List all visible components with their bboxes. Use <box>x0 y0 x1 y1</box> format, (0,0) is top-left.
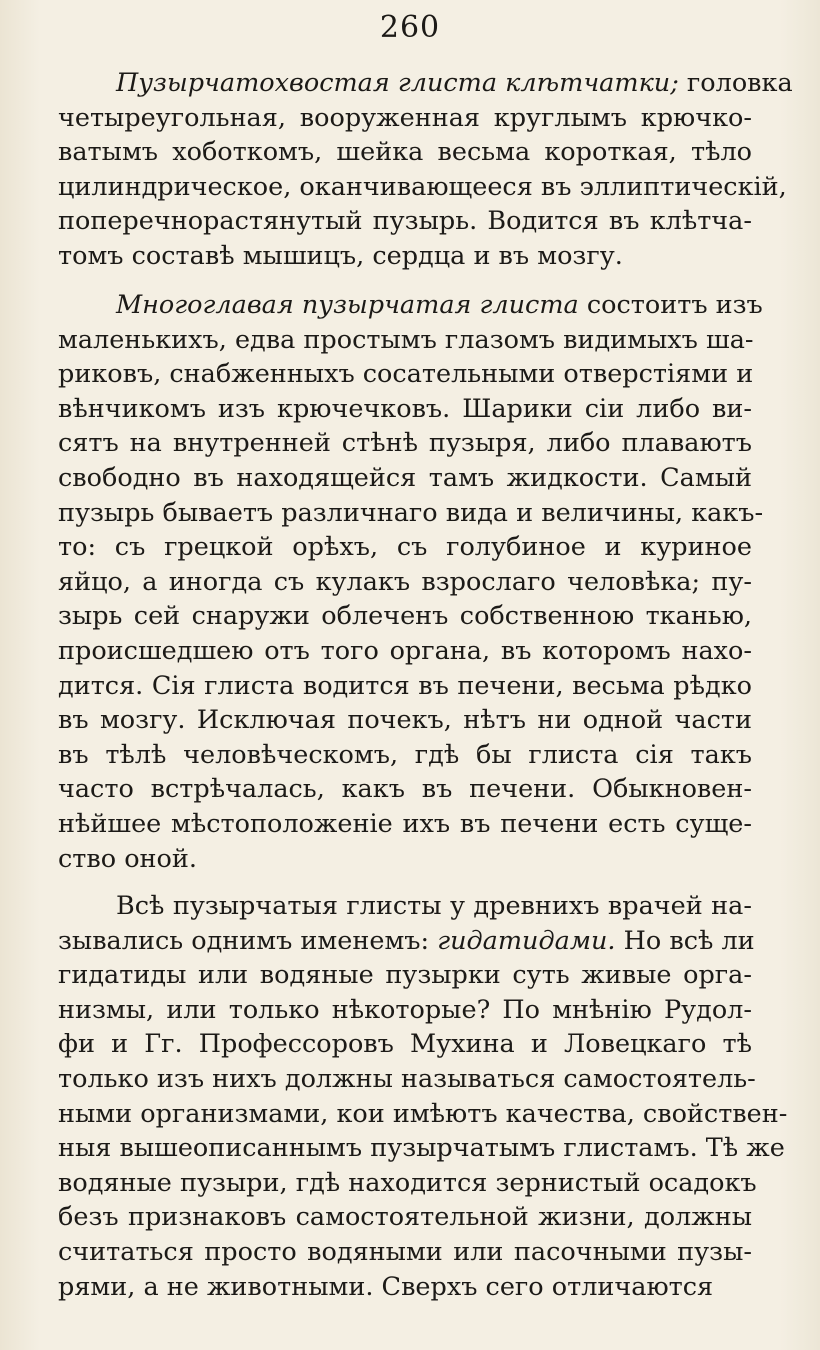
text-run: четыреугольная, вооруженная круглымъ крючко- <box>58 102 752 133</box>
text-run: ныя вышеописаннымъ пузырчатымъ глистамъ. Тѣ же <box>58 1133 785 1164</box>
text-run: водяные пузыри, гдѣ находится зернистый осадокъ <box>58 1167 757 1198</box>
text-line <box>58 357 752 392</box>
text-run: дится. Сія глиста водится въ печени, весьма рѣдко <box>58 670 752 701</box>
text-line <box>58 842 752 877</box>
text-run: часто встрѣчалась, какъ въ печени. Обыкновен- <box>58 774 752 805</box>
text-line <box>58 323 752 358</box>
text-line <box>58 288 763 323</box>
text-line <box>58 889 752 924</box>
text-run: происшедшею отъ того органа, въ которомъ нахо- <box>58 635 752 666</box>
text-line <box>58 1027 752 1062</box>
page-number: 260 <box>379 10 441 45</box>
italic-term: гидатидами. <box>437 925 616 956</box>
text-run: вѣнчикомъ изъ крючечковъ. Шарики сіи либо ви- <box>58 393 752 424</box>
text-line <box>58 101 752 136</box>
text-run: ватымъ хоботкомъ, шейка весьма короткая, тѣло <box>58 137 752 168</box>
text-line <box>58 599 752 634</box>
text-line <box>58 772 752 807</box>
text-line <box>58 426 752 461</box>
text-run: безъ признаковъ самостоятельной жизни, должны <box>58 1202 752 1233</box>
text-line <box>58 924 755 959</box>
text-run: свободно въ находящейся тамъ жидкости. Самый <box>58 462 752 493</box>
text-line <box>58 958 752 993</box>
text-run: въ тѣлѣ человѣческомъ, гдѣ бы глиста сія такъ <box>58 739 752 770</box>
text-line <box>58 669 752 704</box>
text-run: риковъ, снабженныхъ сосательными отверстіями и <box>58 359 754 390</box>
text-run: гидатиды или водяные пузырки суть живые орга- <box>58 960 752 991</box>
text-line <box>58 170 787 205</box>
text-run: пузырь бываетъ различнаго вида и величины, какъ- <box>58 497 764 528</box>
text-line <box>58 496 764 531</box>
text-line <box>58 530 752 565</box>
text-line <box>58 461 752 496</box>
text-run: поперечнорастянутый пузырь. Водится въ клѣтча- <box>58 206 752 237</box>
text-run: рями, а не животными. Сверхъ сего отличаются <box>58 1271 714 1302</box>
text-line <box>58 135 752 170</box>
text-line <box>58 565 752 600</box>
text-run: цилиндрическое, оканчивающееся въ эллиптическій, <box>58 171 787 202</box>
text-run: въ мозгу. Исключая почекъ, нѣтъ ни одной части <box>58 705 752 736</box>
text-run: зывались однимъ именемъ: <box>58 925 438 956</box>
text-run: то: съ грецкой орѣхъ, съ голубиное и куриное <box>58 532 752 563</box>
italic-term: Многоглавая пузырчатая глиста <box>116 290 579 320</box>
text-line <box>58 1131 785 1166</box>
text-line <box>58 392 752 427</box>
text-run: только изъ нихъ должны называться самостоятель- <box>58 1063 756 1094</box>
text-line <box>58 993 752 1028</box>
text-line <box>58 1097 788 1132</box>
text-run: считаться просто водяными или пасочными пузы- <box>58 1236 752 1267</box>
text-run: ство оной. <box>58 843 198 874</box>
text-line <box>58 1200 752 1235</box>
text-run: низмы, или только нѣкоторые? По мнѣнію Рудол- <box>58 994 752 1025</box>
text-run: Но всѣ ли <box>615 925 755 956</box>
text-run: зырь сей снаружи облеченъ собственною тканью, <box>58 601 752 632</box>
text-line <box>58 66 793 101</box>
text-run: яйцо, а иногда съ кулакъ взрослаго человѣка; пу- <box>58 566 752 597</box>
text-line <box>58 738 752 773</box>
text-line <box>58 703 752 738</box>
italic-term: Пузырчатохвостая глиста клѣтчатки; <box>116 68 679 98</box>
text-line <box>58 1062 756 1097</box>
text-run: Всѣ пузырчатыя глисты у древнихъ врачей на- <box>116 891 752 921</box>
text-line <box>58 1166 757 1201</box>
text-line <box>58 634 752 669</box>
text-line <box>58 807 752 842</box>
paragraph-2 <box>58 288 764 876</box>
text-run: маленькихъ, едва простымъ глазомъ видимыхъ ша- <box>58 324 754 355</box>
text-line <box>58 1270 752 1305</box>
text-run: нѣйшее мѣстоположеніе ихъ въ печени есть суще- <box>58 808 752 839</box>
text-run: головка <box>678 68 793 98</box>
text-run: фи и Гг. Профессоровъ Мухина и Ловецкаго тѣ <box>58 1029 752 1060</box>
text-line <box>58 1235 752 1270</box>
text-run: томъ составѣ мышицъ, сердца и въ мозгу. <box>58 240 623 271</box>
text-run: сятъ на внутренней стѣнѣ пузыря, либо плаваютъ <box>58 428 752 459</box>
text-line <box>58 204 752 239</box>
text-line <box>58 239 752 274</box>
paragraph-3 <box>58 889 788 1304</box>
text-run: состоитъ изъ <box>578 290 763 320</box>
paragraph-1 <box>58 66 793 274</box>
text-run: ными организмами, кои имѣютъ качества, свойствен- <box>58 1098 788 1129</box>
